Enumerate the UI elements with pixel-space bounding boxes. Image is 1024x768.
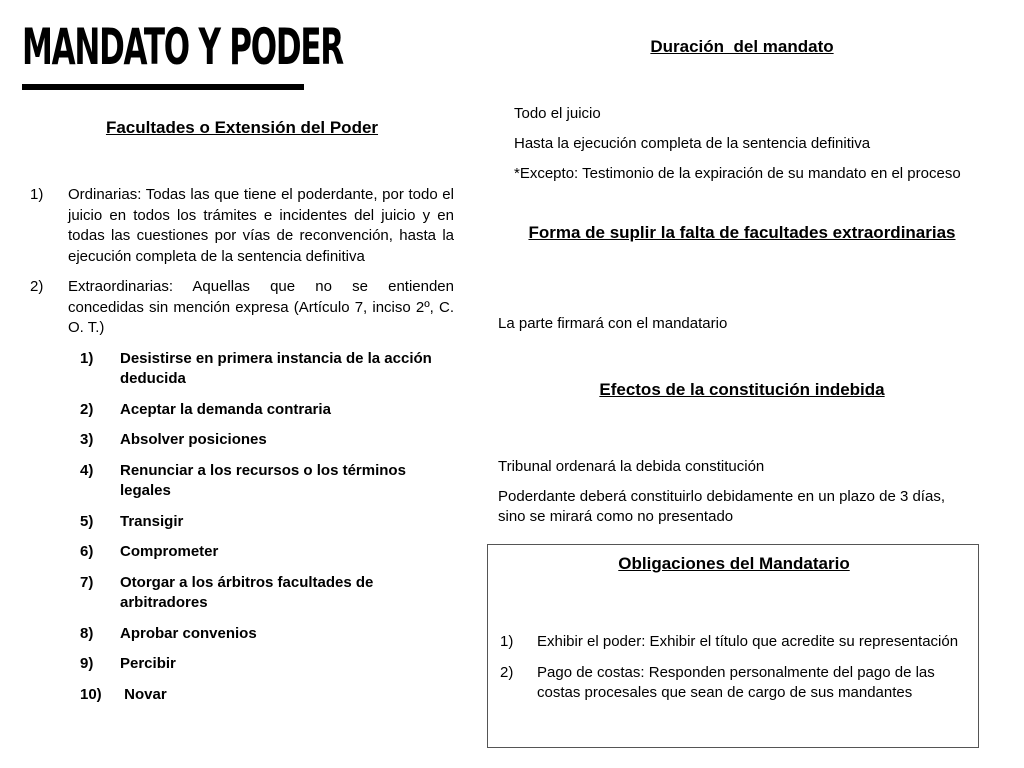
facultades-list — [30, 185, 454, 715]
list-item — [80, 624, 454, 645]
item-text: Novar — [120, 685, 167, 703]
list-item — [80, 685, 454, 706]
slide-title-block — [22, 18, 343, 76]
list-item: Todo el juicio — [514, 105, 601, 122]
item-number: 4) — [80, 461, 94, 479]
forma-heading: Forma de suplir la falta de facultades extraordinarias — [528, 223, 956, 242]
obligaciones-heading: Obligaciones del Mandatario — [618, 554, 850, 573]
item-text: Ordinarias: Todas las que tiene el poderdante, por todo el juicio en todos los trámites e incidentes del juicio y en todas las cuestiones por vías de reconvención, hasta la ejecución completa de la sentencia definitiva — [68, 186, 454, 265]
list-item — [80, 461, 454, 502]
list-item — [80, 400, 454, 421]
item-text: Aceptar la demanda contraria — [120, 400, 331, 418]
item-text: Pago de costas: Responden personalmente del pago de las costas procesales que sean de cargo de sus mandantes — [537, 663, 935, 701]
item-number: 8) — [80, 624, 94, 642]
extraordinarias-sublist — [30, 349, 454, 706]
list-item — [30, 185, 454, 267]
item-number: 3) — [80, 431, 94, 448]
title-underline — [22, 84, 304, 90]
item-text: Exhibir el poder: Exhibir el título que acredite su representación — [537, 633, 959, 650]
item-number: 5) — [80, 512, 94, 530]
item-number: 1) — [500, 633, 514, 650]
forma-text: La parte firmará con el mandatario — [498, 315, 728, 332]
duracion-list — [514, 104, 974, 194]
list-item — [500, 663, 965, 704]
efectos-list — [498, 457, 973, 537]
list-item: Tribunal ordenará la debida constitución — [498, 458, 765, 475]
item-number: 6) — [80, 543, 94, 560]
item-number: 2) — [500, 663, 514, 681]
item-number: 9) — [80, 655, 94, 672]
list-item — [500, 632, 965, 653]
item-number: 1) — [80, 349, 94, 367]
item-number: 7) — [80, 573, 94, 591]
item-text: Otorgar a los árbitros facultades de arbitradores — [120, 573, 374, 611]
obligaciones-list — [500, 632, 965, 714]
list-item: Hasta la ejecución completa de la sentencia definitiva — [514, 135, 871, 152]
list-item — [80, 542, 454, 563]
item-number: 2) — [30, 278, 44, 295]
item-text: Aprobar convenios — [120, 624, 257, 642]
item-text: Desistirse en primera instancia de la acción deducida — [120, 349, 432, 387]
item-number: 1) — [30, 186, 44, 203]
list-item: *Excepto: Testimonio de la expiración de su mandato en el proceso — [514, 165, 961, 182]
efectos-heading: Efectos de la constitución indebida — [599, 380, 885, 399]
list-item — [80, 654, 454, 675]
list-item — [80, 430, 454, 451]
item-text: Percibir — [120, 655, 176, 672]
list-item — [80, 573, 454, 614]
item-text: Transigir — [120, 512, 184, 530]
slide-title: MANDATO Y PODER — [22, 18, 343, 76]
facultades-heading: Facultades o Extensión del Poder — [105, 118, 379, 137]
item-number: 2) — [80, 400, 94, 418]
item-number: 10) — [80, 685, 102, 703]
item-text: Absolver posiciones — [120, 431, 267, 448]
list-item — [80, 512, 454, 533]
list-item: Poderdante deberá constituirlo debidamente en un plazo de 3 días, sino se mirará como no presentado — [498, 488, 945, 525]
item-text: Extraordinarias: Aquellas que no se entienden concedidas sin mención expresa (Artículo 7, inciso 2º, C. O. T.) — [68, 278, 454, 336]
obligaciones-box — [487, 544, 979, 748]
item-text: Comprometer — [120, 543, 219, 560]
duracion-heading: Duración del mandato — [650, 37, 834, 56]
list-item — [80, 349, 454, 390]
list-item — [30, 277, 454, 339]
item-text: Renunciar a los recursos o los términos legales — [120, 461, 406, 499]
